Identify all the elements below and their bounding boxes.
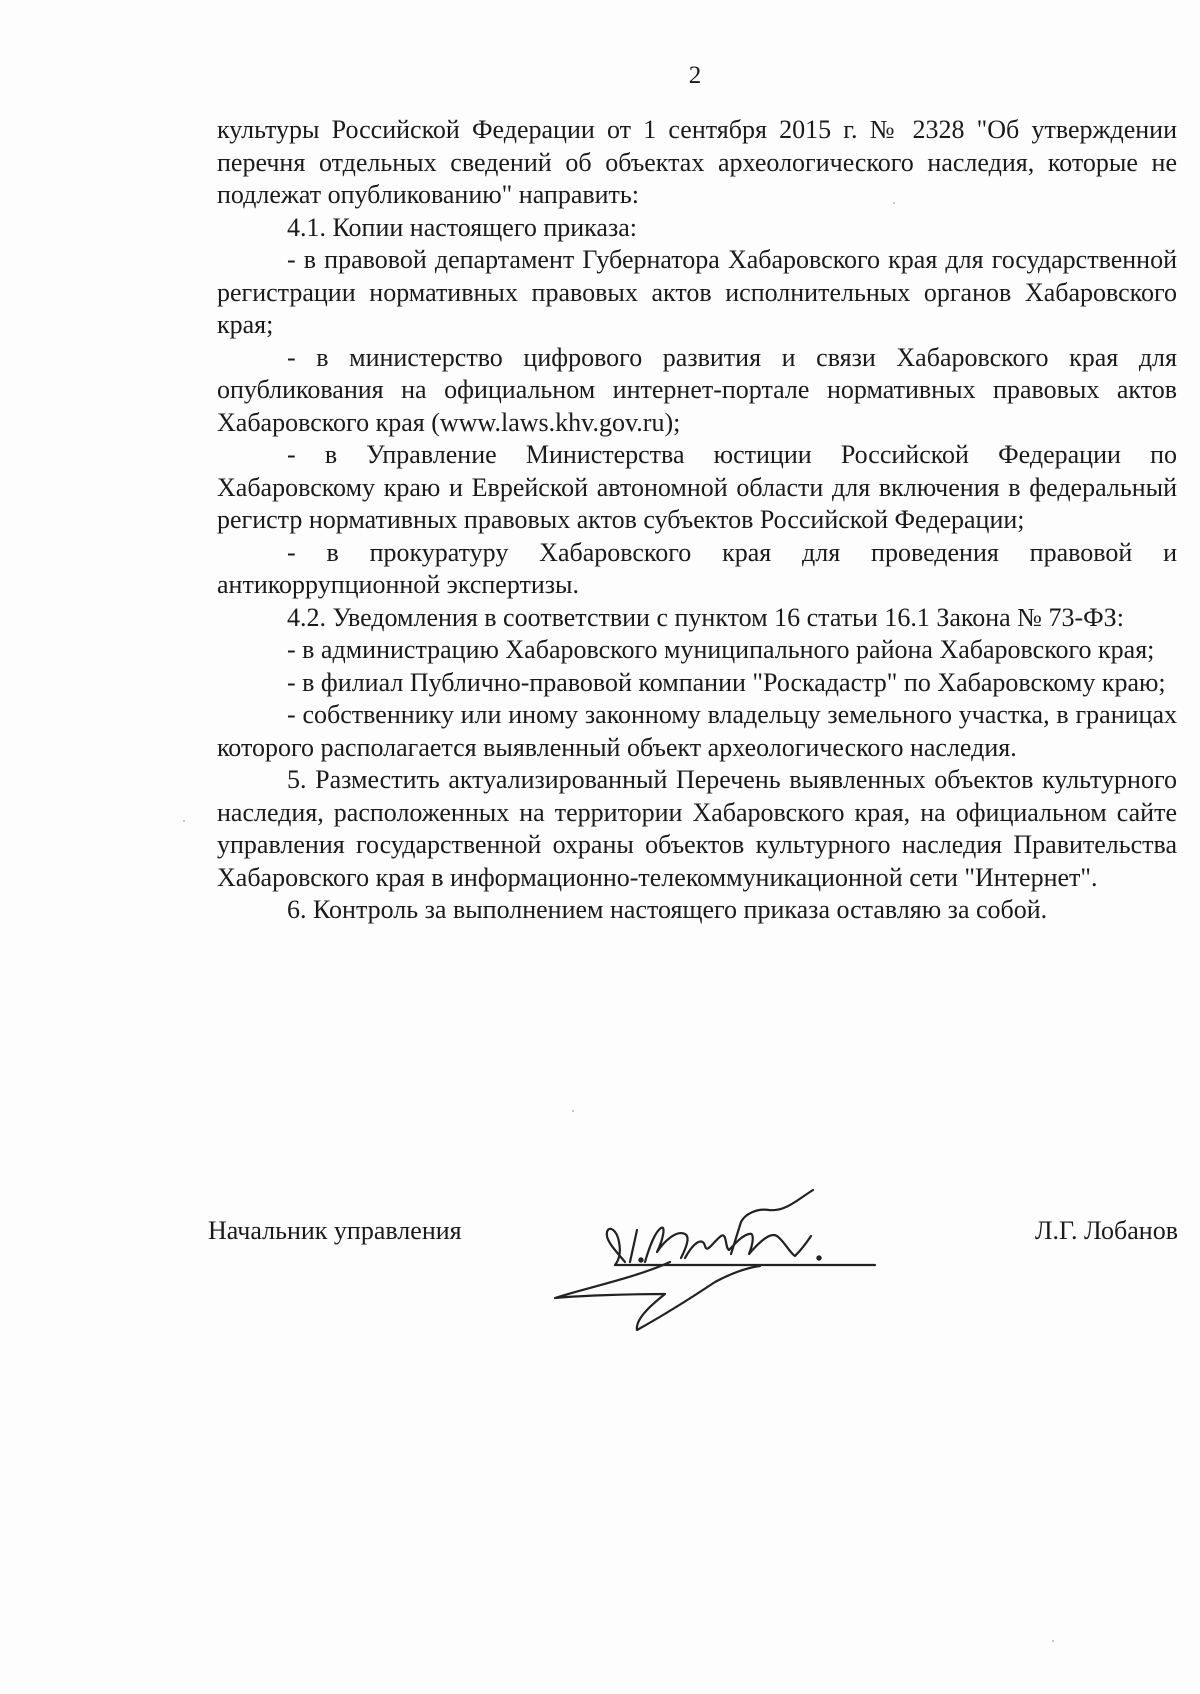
paragraph-district-administration: - в администрацию Хабаровского муниципального района Хабаровского края;	[287, 635, 1155, 664]
scan-speck	[1052, 1640, 1054, 1642]
paragraph-land-owner: - собственнику или иному законному владельцу земельного участка, в границах которого располагается выявленный объект археологического наследия.	[217, 700, 1177, 762]
paragraph-legal-department: - в правовой департамент Губернатора Хабаровского края для государственной регистрации нормативных правовых актов исполнительных органов Хабаровского края;	[217, 245, 1177, 339]
signer-name: Л.Г. Лобанов	[1034, 1216, 1178, 1245]
page-number: 2	[688, 62, 702, 89]
paragraph-justice-ministry: - в Управление Министерства юстиции Российской Федерации по Хабаровскому краю и Еврейской автономной области для включения в федеральный регистр нормативных правовых актов субъектов Российской Федерации;	[217, 440, 1177, 534]
handwritten-signature	[545, 1170, 925, 1340]
scan-speck	[893, 202, 895, 204]
scan-speck	[183, 820, 185, 822]
paragraph-prosecutor: - в прокуратуру Хабаровского края для проведения правовой и антикоррупционной экспертизы.	[217, 537, 1177, 599]
paragraph-6-control: 6. Контроль за выполнением настоящего приказа оставляю за собой.	[287, 895, 1048, 924]
paragraph-digital-ministry: - в министерство цифрового развития и связи Хабаровского края для опубликования на официальном интернет-портале нормативных правовых актов Хабаровского края (www.laws.khv.gov.ru);	[217, 342, 1177, 437]
paragraph-continuation: культуры Российской Федерации от 1 сентября 2015 г. № 2328 "Об утверждении перечня отдельных сведений об объектах археологического наследия, которые не подлежат опубликованию" направить:	[217, 115, 1177, 209]
paragraph-4-1-heading: 4.1. Копии настоящего приказа:	[287, 212, 637, 242]
paragraph-5-publish: 5. Разместить актуализированный Перечень выявленных объектов культурного наследия, расположенных на территории Хабаровского края, на официальном сайте управления государственной охраны объектов культурного наследия Правительства Хабаровского края в информационно-телекоммуникационной сети "Интернет".	[217, 765, 1177, 892]
signer-position: Начальник управления	[208, 1216, 462, 1245]
paragraph-roskadastr: - в филиал Публично-правовой компании "Роскадастр" по Хабаровскому краю;	[287, 667, 1166, 697]
scan-speck	[572, 1110, 574, 1112]
document-body	[217, 114, 1177, 927]
paragraph-4-2-heading: 4.2. Уведомления в соответствии с пунктом 16 статьи 16.1 Закона № 73-ФЗ:	[287, 602, 1124, 632]
